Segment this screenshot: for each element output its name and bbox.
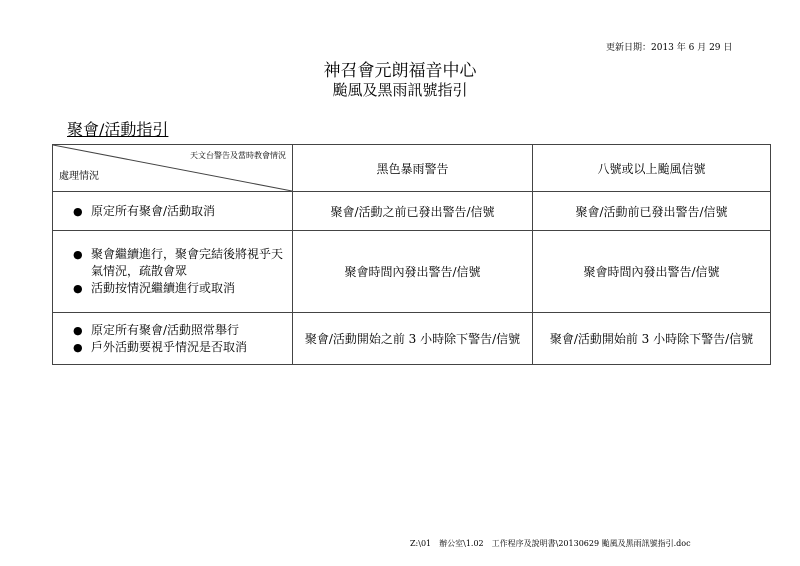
table-row [53,192,771,231]
action-cell [53,231,293,313]
list-item: ● 聚會繼續進行，聚會完結後將視乎天氣情況，疏散會眾 [73,247,284,278]
section-heading: 聚會/活動指引 [67,120,169,139]
table-cell: 聚會/活動開始前 3 小時除下警告/信號 [533,313,771,365]
table-row [53,313,771,365]
action-cell [53,192,293,231]
corner-top-label: 天文台警告及當時教會情況 [190,151,286,160]
table-cell: 聚會/活動開始之前 3 小時除下警告/信號 [293,313,533,365]
table-cell: 聚會/活動之前已發出警告/信號 [293,192,533,231]
table-header-row [53,145,771,192]
guideline-table [52,144,771,365]
bullet-icon: ● [73,340,83,354]
corner-cell [53,145,293,192]
file-path-footer: Z:\01 辦公室\1.02 工作程序及說明書\20130629 颱風及黑雨訊號指引.doc [410,539,691,548]
table-row [53,231,771,313]
column-header-black-rainstorm: 黑色暴雨警告 [293,145,533,192]
list-item: ● 原定所有聚會/活動取消 [73,203,216,218]
bullet-icon: ● [73,282,83,295]
table-cell: 聚會時間內發出警告/信號 [533,231,771,313]
column-header-typhoon-8: 八號或以上颱風信號 [533,145,771,192]
list-item: ● 原定所有聚會/活動照常舉行 [73,322,240,337]
table-cell: 聚會/活動前已發出警告/信號 [533,192,771,231]
bullet-icon: ● [73,248,83,261]
corner-bottom-label: 處理情況 [59,171,99,182]
list-item: ● 活動按情況繼續進行或取消 [73,281,236,295]
action-cell [53,313,293,365]
org-title: 神召會元朗福音中心 [323,61,477,81]
updated-date: 更新日期：2013 年 6 月 29 日 [606,43,733,53]
list-item: ● 戶外活動要視乎情況是否取消 [73,339,248,354]
bullet-icon: ● [73,323,83,337]
table-cell: 聚會時間內發出警告/信號 [293,231,533,313]
document-title: 颱風及黑雨訊號指引 [332,81,468,99]
bullet-icon: ● [73,204,83,218]
